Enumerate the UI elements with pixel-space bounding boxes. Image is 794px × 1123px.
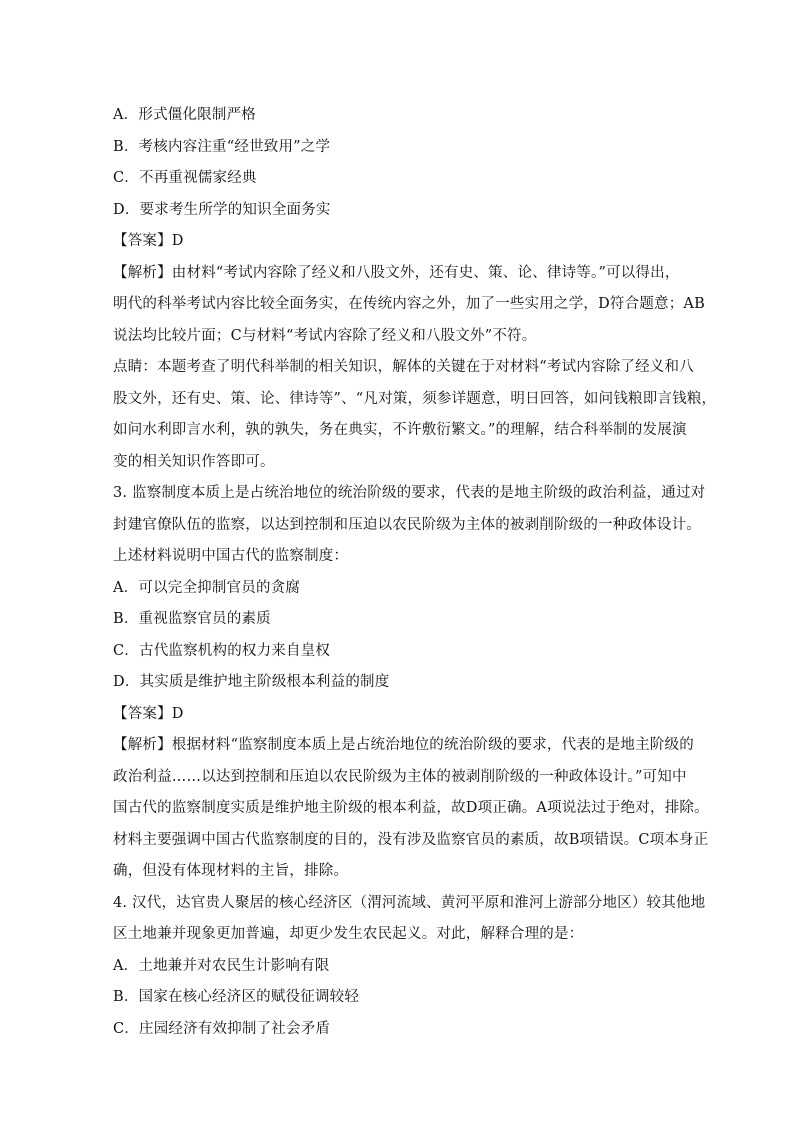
q3-analysis-line: 材料主要强调中国古代监察制度的目的，没有涉及监察官员的素质，故B项错误。C项本身正 — [113, 831, 709, 848]
q2-answer: 【答案】D — [113, 233, 184, 249]
q2-comment-line: 股文外，还有史、策、论、律诗等”、“凡对策，须参详题意，明日回答，如问钱粮即言钱粮， — [113, 390, 717, 407]
q2-comment-line: 如问水利即言水利，孰的孰失，务在典实，不许敷衍繁文。”的理解，结合科举制的发展演 — [113, 422, 687, 438]
q3-option-a: A．可以完全抑制官员的贪腐 — [113, 579, 301, 596]
q3-analysis-line: 确，但没有体现材料的主旨，排除。 — [113, 863, 349, 879]
q4-stem-line: 4. 汉代，达官贵人聚居的核心经济区（渭河流域、黄河平原和淮河上游部分地区）较其他地 — [113, 894, 706, 911]
q3-option-d: D．其实质是维护地主阶级根本利益的制度 — [113, 674, 390, 690]
q2-analysis-line: 说法均比较片面；C与材料“考试内容除了经义和八股文外”不符。 — [113, 327, 537, 344]
q3-stem-line: 3. 监察制度本质上是占统治地位的统治阶级的要求，代表的是地主阶级的政治利益，通过对 — [113, 485, 706, 501]
q3-answer: 【答案】D — [113, 705, 184, 722]
q2-option-d: D．要求考生所学的知识全面务实 — [113, 201, 331, 218]
q4-option-b: B．国家在核心经济区的赋役征调较轻 — [113, 989, 360, 1005]
q3-analysis — [113, 730, 709, 888]
q3-stem — [113, 478, 706, 573]
q3-analysis-line: 国古代的监察制度实质是维护地主阶级的根本利益，故D项正确。A项说法过于绝对，排除。 — [113, 800, 709, 816]
q2-analysis — [113, 258, 705, 353]
q4-stem-line: 区土地兼并现象更加普遍，却更少发生农民起义。对此，解释合理的是： — [113, 926, 584, 942]
q4-options — [113, 951, 683, 1046]
q2-option-c: C．不再重视儒家经典 — [113, 170, 257, 186]
q2-options — [113, 100, 683, 226]
q2-option-a: A．形式僵化限制严格 — [113, 107, 256, 123]
q2-analysis-line: 【解析】由材料“考试内容除了经义和八股文外，还有史、策、论、律诗等。”可以得出， — [113, 264, 680, 281]
q3-analysis-line: 政治利益……以达到控制和压迫以农民阶级为主体的被剥削阶级的一种政体设计。”可知中 — [113, 768, 687, 785]
q4-stem — [113, 888, 706, 951]
q2-comment-line: 点睛：本题考查了明代科举制的相关知识，解体的关键在于对材料“考试内容除了经义和八 — [113, 359, 694, 375]
q4-option-a: A．土地兼并对农民生计影响有限 — [113, 957, 330, 974]
document-page — [113, 100, 717, 1045]
q3-options — [113, 573, 683, 699]
q2-option-b: B．考核内容注重“经世致用”之学 — [113, 138, 331, 155]
q2-comment — [113, 352, 717, 478]
q3-stem-line: 封建官僚队伍的监察，以达到控制和压迫以农民阶级为主体的被剥削阶级的一种政体设计。 — [113, 516, 701, 533]
q3-analysis-line: 【解析】根据材料“监察制度本质上是占统治地位的统治阶级的要求，代表的是地主阶级的 — [113, 737, 694, 753]
q4-option-c: C．庄园经济有效抑制了社会矛盾 — [113, 1020, 331, 1037]
q2-analysis-line: 明代的科举考试内容比较全面务实，在传统内容之外，加了一些实用之学，D符合题意；AB — [113, 296, 705, 312]
q3-option-b: B．重视监察官员的素质 — [113, 611, 271, 627]
q2-comment-line: 变的相关知识作答即可。 — [113, 453, 275, 470]
q3-option-c: C．古代监察机构的权力来自皇权 — [113, 642, 331, 659]
q3-stem-line: 上述材料说明中国古代的监察制度： — [113, 548, 349, 564]
